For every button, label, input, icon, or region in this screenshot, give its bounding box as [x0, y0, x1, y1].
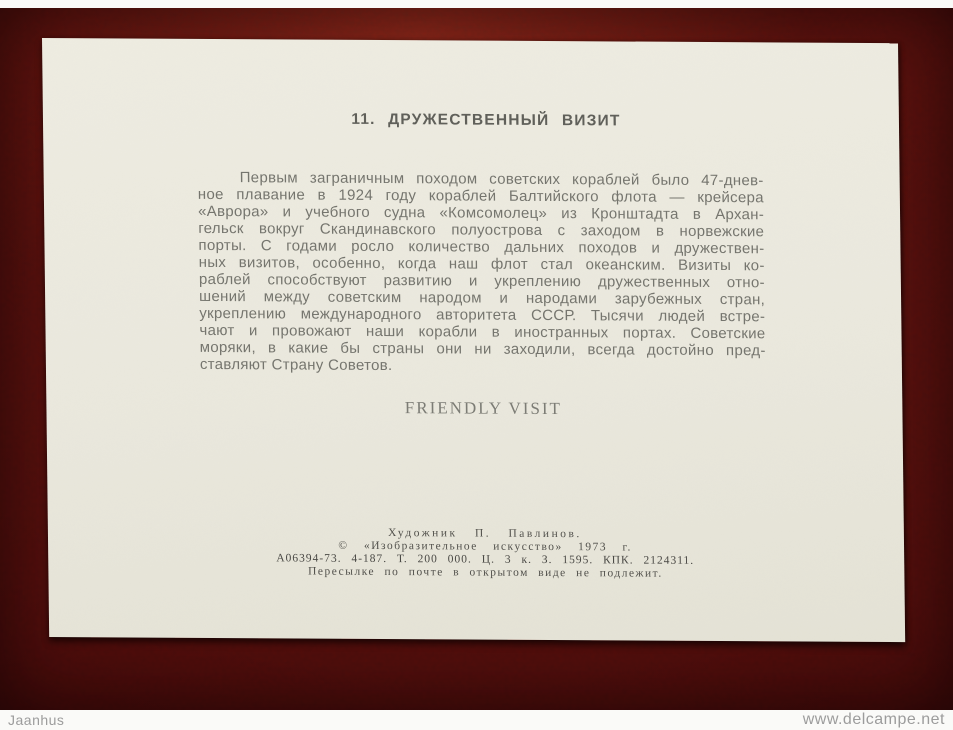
imprint-postal-notice-line: Пересылке по почте в открытом виде не подлежит. — [308, 565, 663, 580]
postcard-title: 11. ДРУЖЕСТВЕННЫЙ ВИЗИТ — [351, 110, 621, 130]
imprint-codes-line: А06394-73. 4-187. Т. 200 000. Ц. 3 к. З. 1595. КПК. 2124311. — [276, 552, 695, 567]
imprint-copyright-line: © «Изобразительное искусство» 1973 г. — [338, 539, 632, 554]
body-line: порты. С годами росло количество дальних походов и дружествен- — [198, 236, 765, 258]
watermark-bar — [0, 710, 953, 730]
body-line: шений между советским народом и народами зарубежных стран, — [198, 287, 766, 309]
imprint-block — [202, 526, 769, 581]
leather-background — [0, 8, 953, 710]
body-line: Первым заграничным походом советских кораблей было 47-днев- — [239, 169, 764, 190]
watermark-seller: Jaanhus — [8, 712, 65, 728]
body-line: ных визитов, особенно, когда наш флот стал океанским. Визиты ко- — [198, 253, 765, 275]
postcard — [42, 38, 905, 642]
body-line: «Аврора» и учебного судна «Комсомолец» из Кронштадта в Архан- — [197, 202, 765, 224]
imprint-artist-line: Художник П. Павлинов. — [387, 527, 582, 541]
watermark-site: www.delcampe.net — [802, 711, 945, 728]
body-line: чают и провожают наши корабли в иностранных портах. Советские — [199, 321, 766, 343]
body-line: раблей способствуют развитию и укреплению дружественных отно- — [198, 270, 765, 292]
body-line: укреплению международного авторитета СССР. Тысячи людей встре- — [199, 304, 766, 326]
postcard-body-text — [198, 169, 766, 376]
body-line: гельск вокруг Скандинавского полуострова с заходом в норвежские — [198, 219, 765, 241]
body-line: ставляют Страну Советов. — [199, 355, 393, 375]
body-line: ное плавание в 1924 году кораблей Балтийского флота — крейсера — [197, 185, 764, 207]
postcard-subtitle-english: FRIENDLY VISIT — [404, 398, 563, 419]
body-line: моряки, в какие бы страны они ни заходили, всегда достойно пред- — [199, 338, 766, 360]
